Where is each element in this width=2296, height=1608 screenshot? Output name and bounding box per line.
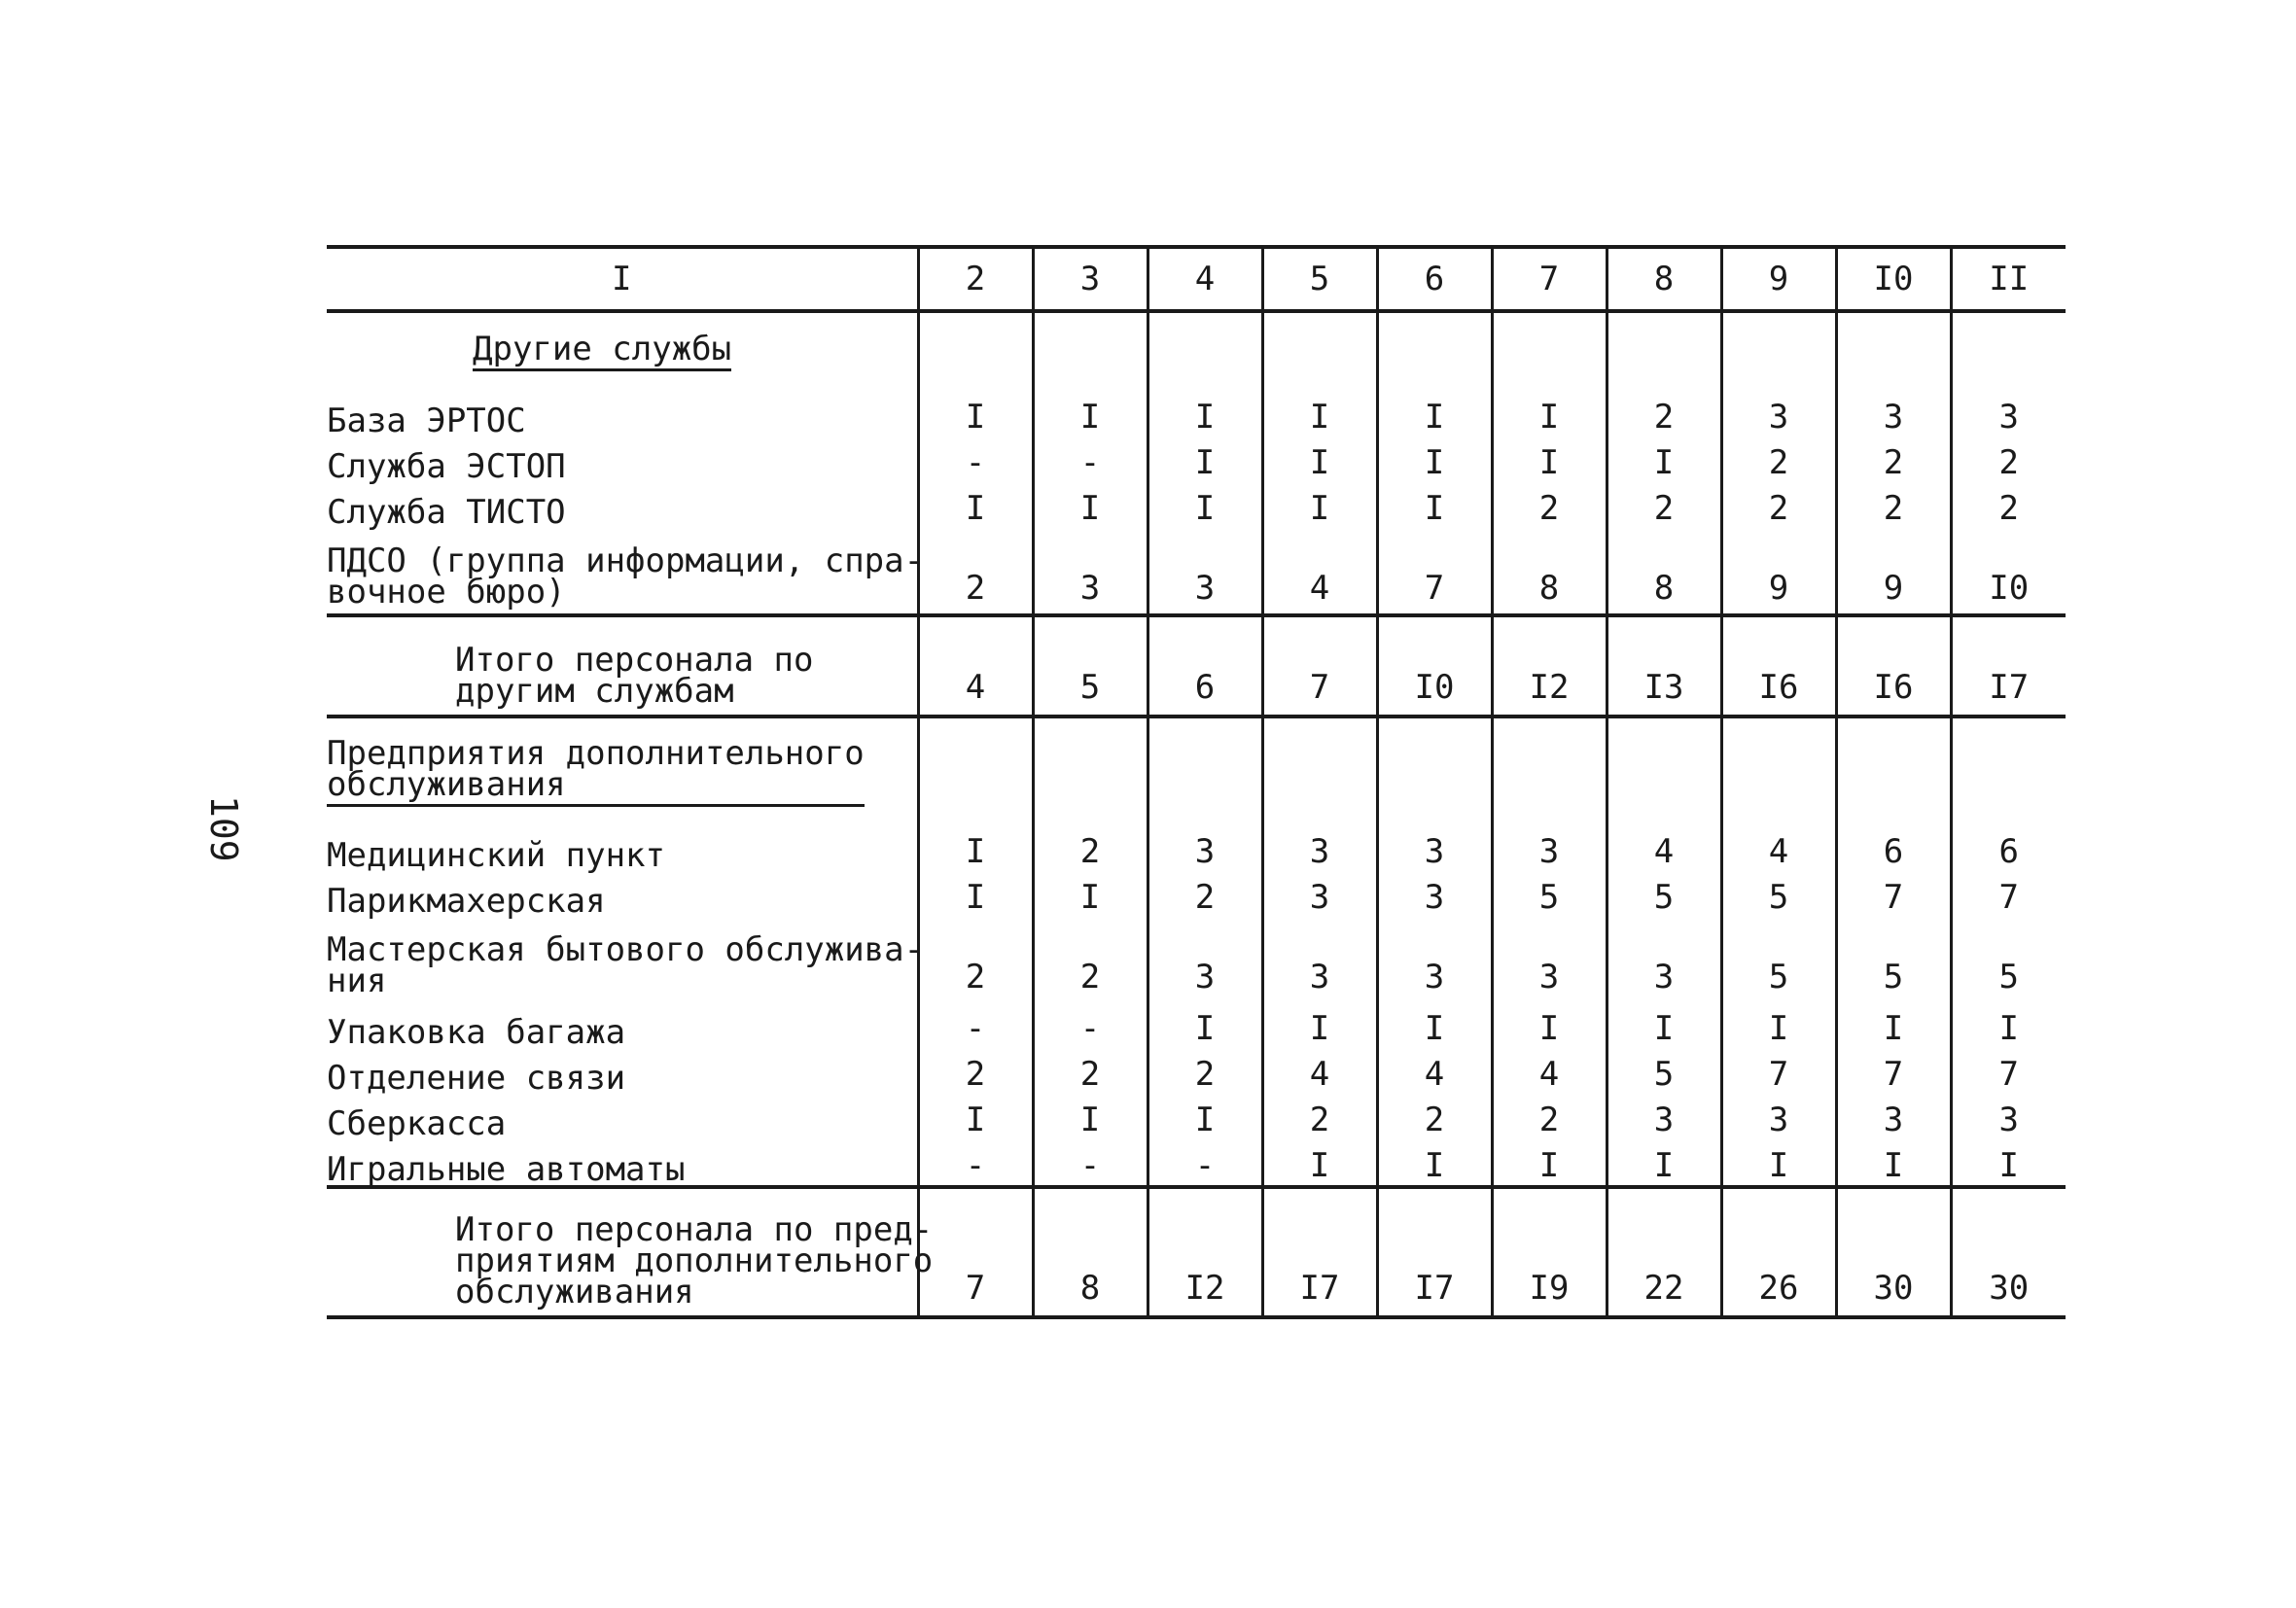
table-cell: I: [1492, 391, 1607, 437]
table-cell: 2: [1951, 437, 2066, 482]
table-row: [327, 1094, 2066, 1139]
section-heading-row: [327, 717, 2066, 825]
table-cell: -: [1148, 1139, 1262, 1187]
table-cell: I: [1836, 1002, 1951, 1048]
table-cell: I: [1148, 437, 1262, 482]
header-cell: I0: [1836, 247, 1951, 311]
table-cell: I: [1607, 1002, 1721, 1048]
table-cell: -: [918, 1139, 1033, 1187]
table-cell: 5: [1607, 1048, 1721, 1094]
table-cell: 7: [1377, 528, 1492, 615]
total-cell: I2: [1492, 615, 1607, 717]
staff-table-grid: [327, 245, 2066, 1319]
total-cell: 4: [918, 615, 1033, 717]
table-cell: 3: [1377, 917, 1492, 1002]
row-label: Мастерская бытового обслужива- ния: [327, 930, 925, 1000]
table-cell: 3: [1492, 917, 1607, 1002]
table-cell: 2: [1721, 482, 1836, 528]
table-cell: I: [1951, 1139, 2066, 1187]
table-cell: 5: [1721, 871, 1836, 917]
total-label: Итого персонала по другим службам: [327, 615, 918, 717]
table-cell: 7: [1951, 1048, 2066, 1094]
table-cell: 7: [1721, 1048, 1836, 1094]
table-row: [327, 528, 2066, 615]
section-heading-row: [327, 311, 2066, 391]
table-row: [327, 917, 2066, 1002]
table-cell: 5: [1721, 917, 1836, 1002]
table-cell: I: [1377, 391, 1492, 437]
table-cell: 5: [1951, 917, 2066, 1002]
total-cell: 22: [1607, 1187, 1721, 1317]
table-cell: I0: [1951, 528, 2066, 615]
table-cell: I: [1033, 1094, 1148, 1139]
table-cell: I: [1721, 1002, 1836, 1048]
table-cell: 2: [1262, 1094, 1377, 1139]
staff-table: [327, 245, 2066, 1319]
table-cell: 3: [1377, 825, 1492, 871]
table-cell: 7: [1836, 1048, 1951, 1094]
table-cell: 2: [918, 1048, 1033, 1094]
table-cell: 3: [1607, 1094, 1721, 1139]
header-cell: 5: [1262, 247, 1377, 311]
total-cell: I0: [1377, 615, 1492, 717]
table-cell: 2: [1377, 1094, 1492, 1139]
table-cell: I: [1377, 482, 1492, 528]
total-cell: I7: [1262, 1187, 1377, 1317]
table-cell: 9: [1836, 528, 1951, 615]
header-cell: II: [1951, 247, 2066, 311]
table-cell: -: [918, 1002, 1033, 1048]
total-cell: I6: [1836, 615, 1951, 717]
table-cell: 6: [1951, 825, 2066, 871]
table-cell: -: [918, 437, 1033, 482]
table-cell: I: [1262, 391, 1377, 437]
table-cell: 3: [1148, 528, 1262, 615]
table-cell: 4: [1492, 1048, 1607, 1094]
table-cell: 2: [1148, 1048, 1262, 1094]
table-row: [327, 391, 2066, 437]
header-cell: I: [327, 247, 918, 311]
table-cell: 3: [1607, 917, 1721, 1002]
header-cell: 4: [1148, 247, 1262, 311]
section-heading-other-services: Другие службы: [473, 333, 731, 371]
total-cell: 26: [1721, 1187, 1836, 1317]
table-cell: 6: [1836, 825, 1951, 871]
table-cell: 3: [1262, 871, 1377, 917]
table-cell: 3: [1836, 1094, 1951, 1139]
table-cell: 2: [1148, 871, 1262, 917]
header-row: [327, 247, 2066, 311]
table-cell: I: [1721, 1139, 1836, 1187]
total-cell: I2: [1148, 1187, 1262, 1317]
table-cell: 2: [1033, 1048, 1148, 1094]
table-cell: I: [1148, 1002, 1262, 1048]
table-cell: 3: [1148, 917, 1262, 1002]
table-cell: I: [1262, 482, 1377, 528]
table-cell: 3: [1836, 391, 1951, 437]
total-cell: 7: [918, 1187, 1033, 1317]
table-cell: I: [918, 1094, 1033, 1139]
table-cell: 2: [1721, 437, 1836, 482]
total-cell: I7: [1377, 1187, 1492, 1317]
total-cell: 8: [1033, 1187, 1148, 1317]
table-cell: I: [1492, 1002, 1607, 1048]
table-row: [327, 1002, 2066, 1048]
table-cell: I: [1607, 437, 1721, 482]
table-cell: 2: [1607, 482, 1721, 528]
table-cell: I: [1492, 437, 1607, 482]
table-cell: 5: [1492, 871, 1607, 917]
table-cell: 4: [1377, 1048, 1492, 1094]
table-cell: 4: [1721, 825, 1836, 871]
table-cell: 3: [1377, 871, 1492, 917]
table-cell: 8: [1492, 528, 1607, 615]
table-cell: 3: [1721, 391, 1836, 437]
table-cell: 7: [1951, 871, 2066, 917]
table-cell: 8: [1607, 528, 1721, 615]
table-cell: -: [1033, 1002, 1148, 1048]
total-cell: 30: [1836, 1187, 1951, 1317]
total-row: [327, 1187, 2066, 1317]
row-label: Служба ТИСТО: [327, 493, 566, 532]
table-cell: I: [918, 391, 1033, 437]
row-label: Медицинский пункт: [327, 836, 665, 875]
row-label: Игральные автоматы: [327, 1139, 918, 1187]
table-cell: 3: [1262, 825, 1377, 871]
table-cell: 4: [1262, 1048, 1377, 1094]
table-cell: 2: [918, 528, 1033, 615]
table-cell: 3: [1262, 917, 1377, 1002]
total-cell: 5: [1033, 615, 1148, 717]
header-cell: 3: [1033, 247, 1148, 311]
table-cell: 2: [1492, 482, 1607, 528]
table-row: [327, 437, 2066, 482]
table-cell: 3: [1721, 1094, 1836, 1139]
table-cell: I: [1262, 437, 1377, 482]
table-cell: 3: [1033, 528, 1148, 615]
table-cell: I: [1377, 1002, 1492, 1048]
total-row: [327, 615, 2066, 717]
table-row: [327, 1048, 2066, 1094]
table-cell: I: [1492, 1139, 1607, 1187]
table-cell: 2: [1836, 482, 1951, 528]
row-label: Парикмахерская: [327, 882, 606, 921]
table-row: [327, 1139, 2066, 1187]
table-cell: I: [918, 825, 1033, 871]
table-cell: I: [1607, 1139, 1721, 1187]
table-cell: I: [1033, 482, 1148, 528]
total-cell: 6: [1148, 615, 1262, 717]
table-cell: I: [1377, 437, 1492, 482]
total-cell: I6: [1721, 615, 1836, 717]
table-cell: 2: [1607, 391, 1721, 437]
header-cell: 2: [918, 247, 1033, 311]
table-cell: I: [1836, 1139, 1951, 1187]
table-cell: 2: [1492, 1094, 1607, 1139]
table-cell: I: [1262, 1139, 1377, 1187]
total-cell: 7: [1262, 615, 1377, 717]
table-cell: I: [1951, 1002, 2066, 1048]
table-cell: I: [918, 482, 1033, 528]
total-label: Итого персонала по пред- приятиям дополнительного обслуживания: [327, 1187, 918, 1317]
row-label: ПДСО (группа информации, спра- вочное бюро): [327, 528, 918, 615]
table-row: [327, 871, 2066, 917]
total-cell: 30: [1951, 1187, 2066, 1317]
table-cell: I: [1033, 871, 1148, 917]
table-cell: 3: [1951, 391, 2066, 437]
table-cell: I: [1377, 1139, 1492, 1187]
table-cell: 4: [1262, 528, 1377, 615]
table-cell: 5: [1836, 917, 1951, 1002]
table-cell: 2: [1836, 437, 1951, 482]
total-cell: I7: [1951, 615, 2066, 717]
row-label: База ЭРТОС: [327, 402, 526, 440]
row-label: Отделение связи: [327, 1059, 626, 1098]
row-label: Сберкасса: [327, 1104, 507, 1143]
table-cell: 2: [1033, 917, 1148, 1002]
table-cell: I: [1262, 1002, 1377, 1048]
total-cell: I3: [1607, 615, 1721, 717]
table-cell: 5: [1607, 871, 1721, 917]
section-heading-additional-services: Предприятия дополнительного обслуживания: [327, 738, 865, 807]
page-number: 109: [202, 795, 245, 862]
table-cell: 2: [918, 917, 1033, 1002]
table-cell: 7: [1836, 871, 1951, 917]
table-cell: -: [1033, 437, 1148, 482]
table-cell: I: [1148, 1094, 1262, 1139]
table-cell: 9: [1721, 528, 1836, 615]
table-cell: I: [1148, 391, 1262, 437]
table-cell: 3: [1951, 1094, 2066, 1139]
table-cell: 3: [1492, 825, 1607, 871]
table-cell: 2: [1033, 825, 1148, 871]
table-cell: 4: [1607, 825, 1721, 871]
header-cell: 9: [1721, 247, 1836, 311]
table-cell: I: [1148, 482, 1262, 528]
total-cell: I9: [1492, 1187, 1607, 1317]
row-label: Служба ЭСТОП: [327, 447, 566, 486]
table-cell: I: [1033, 391, 1148, 437]
header-cell: 6: [1377, 247, 1492, 311]
table-row: [327, 825, 2066, 871]
table-cell: 2: [1951, 482, 2066, 528]
table-cell: 3: [1148, 825, 1262, 871]
table-cell: I: [918, 871, 1033, 917]
row-label: Упаковка багажа: [327, 1013, 626, 1052]
header-cell: 7: [1492, 247, 1607, 311]
header-cell: 8: [1607, 247, 1721, 311]
table-row: [327, 482, 2066, 528]
table-cell: -: [1033, 1139, 1148, 1187]
